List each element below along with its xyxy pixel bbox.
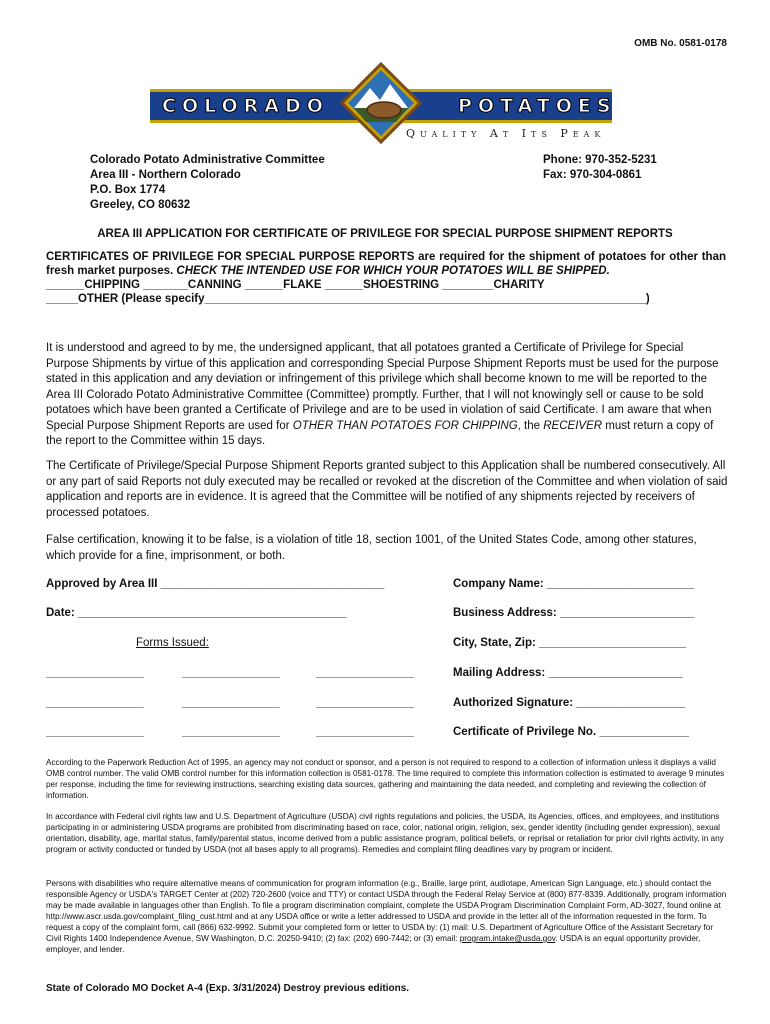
colorado-potatoes-logo [150,62,620,142]
address-line: Area III - Northern Colorado [90,169,241,181]
intended-use-section [46,250,726,306]
page-title: AREA III APPLICATION FOR CERTIFICATE OF PRIVILEGE FOR SPECIAL PURPOSE SHIPMENT REPORTS [97,228,673,240]
intro-lead: CERTIFICATES OF PRIVILEGE FOR SPECIAL PURPOSE REPORTS are required for the shipment of potatoes for other than fresh market purposes. [46,251,726,277]
omb-number: OMB No. 0581-0178 [634,38,727,49]
certificate-number-field[interactable]: Certificate of Privilege No. ______________ [453,726,689,738]
forms-issued-blank[interactable]: ________________ [182,667,280,679]
intended-use-options[interactable]: ______CHIPPING _______CANNING ______FLAKE ______SHOESTRING ________CHARITY [46,279,545,291]
forms-issued-blank[interactable]: ________________ [46,667,144,679]
intro-instruction: CHECK THE INTENDED USE FOR WHICH YOUR POTATOES WILL BE SHIPPED. [176,265,610,277]
business-address-field[interactable]: Business Address: _____________________ [453,607,695,619]
accessibility-text: Persons with disabilities who require alternative means of communication for program information (e.g., Braille, large print, audiotape, American Sign Language, etc.) should contact the responsible Agency or USDA's TARGET Center at (202) 720-2600 (voice and TTY) or contact USDA through the Federal Relay Service at (800) 877-8339. Additionally, program information may be made available in languages other than English. To file a program discrimination complaint, complete the USDA Program Discrimination Complaint Form, AD-3027, found online at http://www.ascr.usda.gov/complaint_filing_cust.html and at any USDA office or write a letter addressed to USDA and provide in the letter all of the information requested in the form. To request a copy of the complaint form, call (866) 632-9992. Submit your completed form or letter to USDA by: (1) mail: U.S. Department of Agriculture Office of the Assistant Secretary for Civil Rights 1400 Independence Avenue, SW Washington, D.C. 20250-9410; (2) fax: (202) 690-7442; or (3) email: [46,879,727,943]
agreement-text: must return a copy of the report to the Committee within 15 days. [46,419,714,447]
fax-number: Fax: 970-304-0861 [543,169,642,181]
agreement-paragraph [46,341,728,450]
logo-tagline: Quality At Its Peak [406,127,606,140]
numbering-paragraph: The Certificate of Privilege/Special Purpose Shipment Reports granted subject to this Application shall be numbered consecutively. All or any part of said Reports not duly executed may be recalled or revoked at the discretion of the Committee and when violation of said application and reports are in evidence. It is agreed that the Committee will be notified of any shipments rejected by receivers of processed potatoes. [46,460,728,519]
committee-address [90,153,325,213]
logo-left-word: COLORADO [162,95,329,117]
company-name-field[interactable]: Company Name: _______________________ [453,578,695,590]
agreement-text: , the [517,419,544,432]
forms-issued-blank[interactable]: ________________ [316,697,414,709]
address-line: Greeley, CO 80632 [90,199,191,211]
forms-issued-blank[interactable]: ________________ [316,726,414,738]
date-field[interactable]: Date: __________________________________________ [46,607,347,619]
forms-issued-blank[interactable]: ________________ [316,667,414,679]
forms-issued-blank[interactable]: ________________ [182,697,280,709]
paperwork-reduction-notice: According to the Paperwork Reduction Act of 1995, an agency may not conduct or sponsor, and a person is not required to respond to a collection of information unless it displays a valid OMB control number. The valid OMB control number for this information collection is 0581-0178. The time required to complete this information collection is estimated to average 9 minutes per response, including the time for reviewing instructions, searching existing data sources, gathering and maintaining the data needed, and completing and reviewing the collection of information. [46,758,725,800]
logo-right-word: POTATOES [458,95,617,117]
agreement-emphasis: OTHER THAN POTATOES FOR CHIPPING [292,419,518,432]
accessibility-notice [46,878,728,955]
other-use-field[interactable]: _____OTHER (Please specify_____________________________________________________________________) [46,293,650,305]
city-state-zip-field[interactable]: City, State, Zip: _______________________ [453,637,687,649]
forms-issued-blank[interactable]: ________________ [46,697,144,709]
forms-issued-label: Forms Issued: [136,637,209,649]
mailing-address-field[interactable]: Mailing Address: _____________________ [453,667,683,679]
false-certification-paragraph: False certification, knowing it to be false, is a violation of title 18, section 1001, of the United States Code, among other statures, which provide for a fine, imprisonment, or both. [46,534,697,562]
forms-issued-blank[interactable]: ________________ [46,726,144,738]
agreement-emphasis: RECEIVER [543,419,603,432]
approved-by-field[interactable]: Approved by Area III ___________________________________ [46,578,385,590]
footer-docket: State of Colorado MO Docket A-4 (Exp. 3/31/2024) Destroy previous editions. [46,983,410,994]
authorized-signature-field[interactable]: Authorized Signature: _________________ [453,697,686,709]
address-line: P.O. Box 1774 [90,184,166,196]
civil-rights-notice: In accordance with Federal civil rights law and U.S. Department of Agriculture (USDA) civil rights regulations and policies, the USDA, its Agencies, offices, and employees, and institutions participating in or administering USDA programs are prohibited from discriminating based on race, color, national origin, religion, sex, gender identity (including gender expression), sexual orientation, disability, age, marital status, family/parental status, income derived from a public assistance program, political beliefs, or reprisal or retaliation for prior civil rights activity, in any program or activity conducted or funded by USDA (not all bases apply to all programs). Remedies and complaint filing deadlines vary by program or incident. [46,812,724,854]
email-link[interactable]: program.intake@usda.gov [459,934,556,943]
address-line: Colorado Potato Administrative Committee [90,154,325,166]
forms-issued-blank[interactable]: ________________ [182,726,280,738]
phone-number: Phone: 970-352-5231 [543,154,657,166]
agreement-text: It is understood and agreed to by me, the undersigned applicant, that all potatoes granted a Certificate of Privilege for Special Purpose Shipments by virtue of this application and corresponding Special Purpose Shipment Reports must be used for the purpose stated in this application and any deviation or infringement of this privilege which shall become known to me will be reported to the Area III Colorado Potato Administrative Committee (Committee) promptly. Further, that I will not knowingly sell or cause to be sold potatoes which have been granted a Certificate of Privilege and are to be used in violation of said Certificate. I am aware that when Special Purpose Shipment Reports are used for [46,342,719,432]
accessibility-text: . USDA is an equal opportunity provider, employer, and lender. [46,934,701,954]
contact-info [543,153,657,183]
